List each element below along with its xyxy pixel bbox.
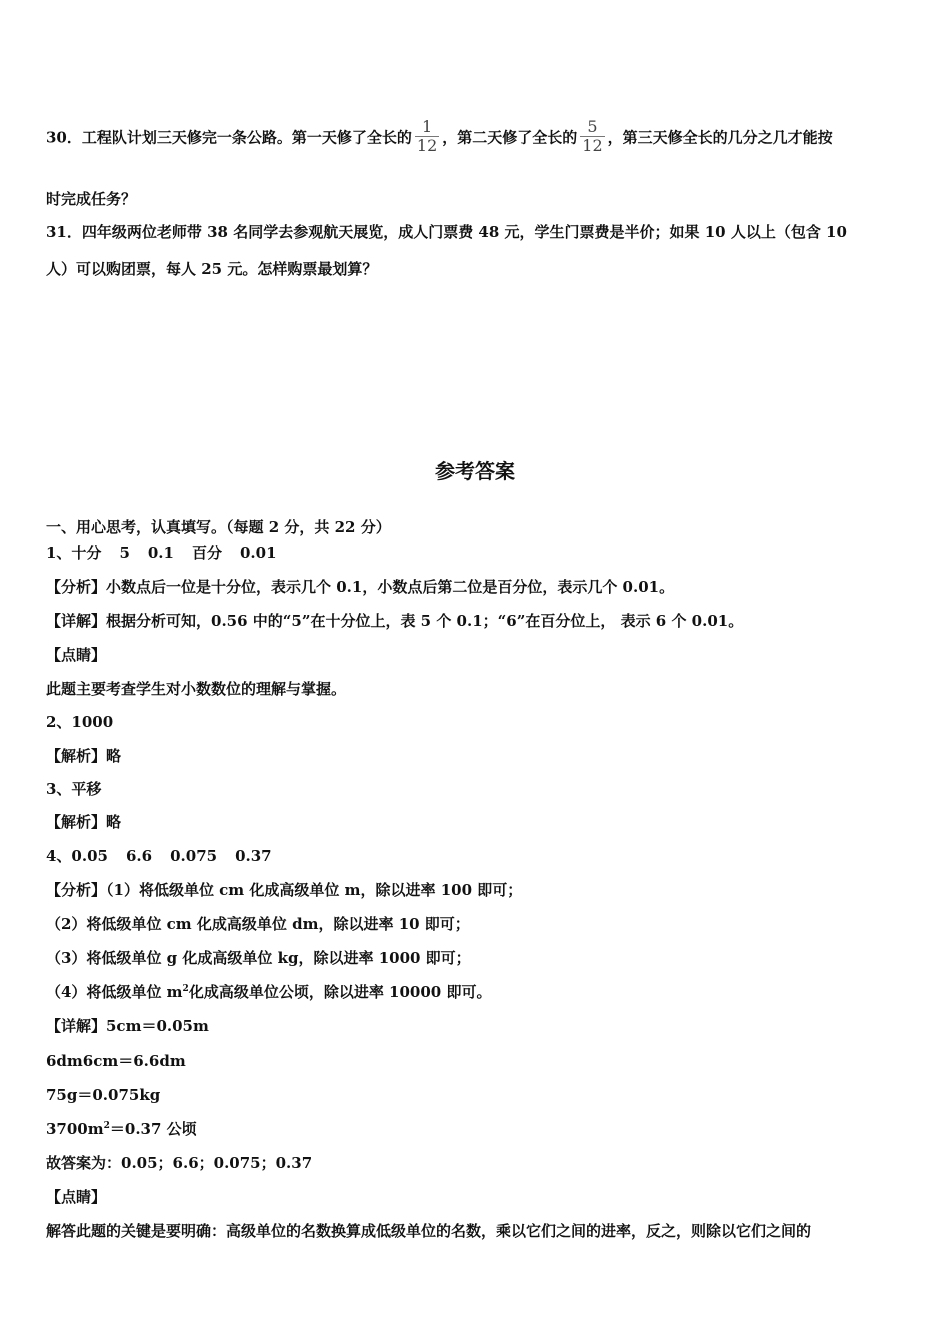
q30-text-part1: 30．工程队计划三天修完一条公路。第一天修了全长的	[46, 128, 412, 147]
answer-1-detail: 【详解】根据分析可知，0.56 中的“5”在十分位上，表 5 个 0.1；“6”在百分位上， 表示 6 个 0.01。	[46, 612, 744, 630]
question-31-line1: 31．四年级两位老师带 38 名同学去参观航天展览，成人门票费 48 元，学生门票费是半价；如果 10 人以上（包含 10	[46, 223, 847, 241]
answer-1-analysis: 【分析】小数点后一位是十分位，表示几个 0.1，小数点后第二位是百分位，表示几个 0.01。	[46, 578, 675, 596]
answer-3-analysis: 【解析】略	[46, 813, 122, 831]
answer-1: 1、十分 5 0.1 百分 0.01	[46, 544, 277, 562]
answer-4-detail-1: 【详解】5cm＝0.05m	[46, 1017, 209, 1035]
answer-1-comment-label: 【点睛】	[46, 646, 107, 664]
question-31-line2: 人）可以购团票，每人 25 元。怎样购票最划算？	[46, 260, 378, 278]
question-30-line2: 时完成任务？	[46, 190, 137, 208]
answer-4-analysis-2: （2）将低级单位 cm 化成高级单位 dm，除以进率 10 即可；	[46, 915, 470, 933]
answer-2: 2、1000	[46, 713, 114, 731]
answer-1-comment: 此题主要考查学生对小数数位的理解与掌握。	[46, 680, 347, 698]
answer-3: 3、平移	[46, 780, 102, 798]
answer-4-detail-2: 6dm6cm＝6.6dm	[46, 1052, 186, 1070]
answer-4-analysis-3: （3）将低级单位 g 化成高级单位 kg，除以进率 1000 即可；	[46, 949, 471, 967]
answer-4-detail-4: $3700m^2=0.37$ 公顷	[46, 1120, 197, 1138]
section-1-heading: 一、用心思考，认真填写。（每题 2 分，共 22 分）	[46, 518, 391, 536]
answer-2-analysis: 【解析】略	[46, 747, 122, 765]
answer-4-conclusion: 故答案为：0.05；6.6；0.075；0.37	[46, 1154, 313, 1172]
fraction-five-twelfths: $\frac{5}{12}$	[582, 117, 603, 155]
answer-4-analysis-4: （4）将低级单位 $m^2$化成高级单位公顷，除以进率 10000 即可。	[46, 983, 492, 1001]
answers-title: 参考答案	[435, 459, 515, 483]
question-30-line1	[46, 117, 904, 157]
answer-4-analysis-1: 【分析】（1）将低级单位 cm 化成高级单位 m，除以进率 100 即可；	[46, 881, 523, 899]
answer-4-comment-label: 【点睛】	[46, 1188, 107, 1206]
answer-4-comment: 解答此题的关键是要明确：高级单位的名数换算成低级单位的名数，乘以它们之间的进率，反之，则除以它们之间的	[46, 1222, 812, 1240]
fraction-one-twelfth: $\frac{1}{12}$	[416, 117, 438, 155]
q30-text-part2: ，第二天修了全长的	[442, 128, 578, 147]
answer-4: 4、0.05 6.6 0.075 0.37	[46, 847, 272, 865]
answer-4-detail-3: 75g＝0.075kg	[46, 1086, 161, 1104]
q30-text-part3: ，第三天修全长的几分之几才能按	[607, 128, 833, 147]
